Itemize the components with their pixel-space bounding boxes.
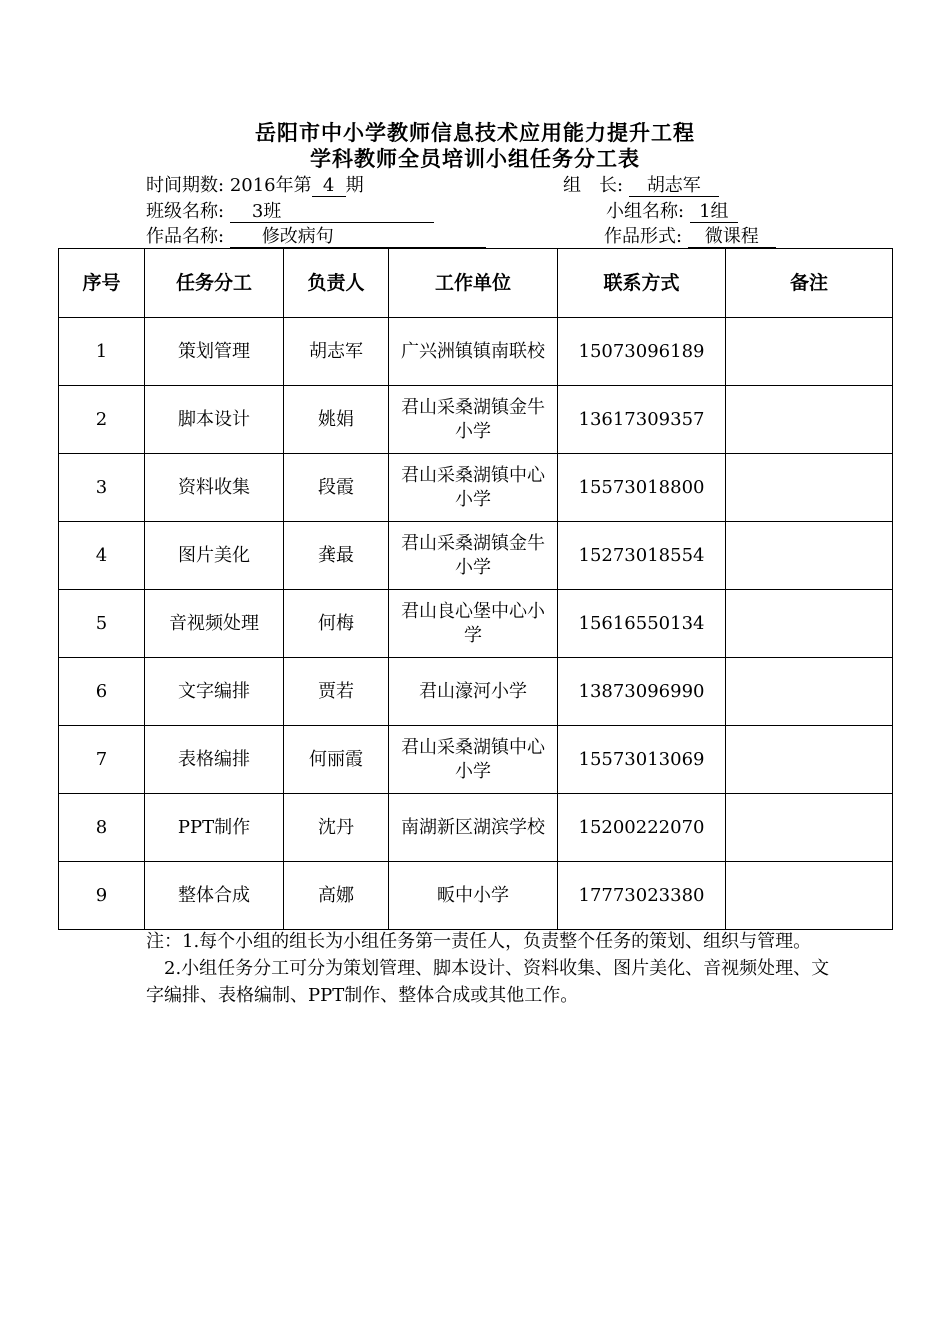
owner-cell: 龚最 [284, 522, 389, 590]
task-cell: 音视频处理 [145, 590, 284, 658]
index-cell: 5 [59, 590, 145, 658]
form-value: 微课程 [688, 227, 776, 248]
index-cell: 9 [59, 862, 145, 930]
unit-cell: 君山良心堡中心小学 [389, 590, 558, 658]
header-index: 序号 [59, 249, 145, 318]
period-field [146, 174, 364, 198]
header-remark: 备注 [726, 249, 893, 318]
remark-cell [726, 726, 893, 794]
remark-cell [726, 658, 893, 726]
table-row [59, 862, 893, 930]
contact-cell: 15573018800 [558, 454, 726, 522]
contact-cell: 17773023380 [558, 862, 726, 930]
header-owner: 负责人 [284, 249, 389, 318]
table-row [59, 794, 893, 862]
period-label: 时间期数: [146, 175, 225, 196]
task-cell: 表格编排 [145, 726, 284, 794]
table-row [59, 318, 893, 386]
period-number: 4 [312, 176, 346, 197]
note-1: 注：1.每个小组的组长为小组任务第一责任人，负责整个任务的策划、组织与管理。 [146, 931, 812, 952]
document-title-line1: 岳阳市中小学教师信息技术应用能力提升工程 [255, 120, 695, 145]
unit-cell: 君山采桑湖镇金牛小学 [389, 522, 558, 590]
unit-cell: 君山采桑湖镇中心小学 [389, 454, 558, 522]
index-cell: 1 [59, 318, 145, 386]
period-suffix: 期 [345, 175, 364, 196]
owner-cell: 高娜 [284, 862, 389, 930]
index-cell: 7 [59, 726, 145, 794]
table-row [59, 386, 893, 454]
table-row [59, 454, 893, 522]
remark-cell [726, 794, 893, 862]
contact-cell: 15273018554 [558, 522, 726, 590]
class-value: 3班 [230, 202, 434, 223]
unit-cell: 君山濠河小学 [389, 658, 558, 726]
form-label: 作品形式: [604, 226, 683, 247]
index-cell: 6 [59, 658, 145, 726]
note-2: 2.小组任务分工可分为策划管理、脚本设计、资料收集、图片美化、音视频处理、文字编排、表格编制、PPT制作、整体合成或其他工作。 [146, 958, 830, 1006]
contact-cell: 15616550134 [558, 590, 726, 658]
task-cell: 策划管理 [145, 318, 284, 386]
remark-cell [726, 386, 893, 454]
owner-cell: 段霞 [284, 454, 389, 522]
task-cell: 资料收集 [145, 454, 284, 522]
contact-cell: 15073096189 [558, 318, 726, 386]
unit-cell: 广兴洲镇镇南联校 [389, 318, 558, 386]
contact-cell: 13617309357 [558, 386, 726, 454]
class-field [146, 200, 434, 224]
remark-cell [726, 318, 893, 386]
group-field [606, 200, 738, 224]
period-year: 2016年第 [229, 175, 312, 196]
contact-cell: 15573013069 [558, 726, 726, 794]
owner-cell: 胡志军 [284, 318, 389, 386]
class-label: 班级名称: [146, 201, 225, 222]
owner-cell: 姚娟 [284, 386, 389, 454]
work-label: 作品名称: [146, 226, 225, 247]
owner-cell: 贾若 [284, 658, 389, 726]
work-value: 修改病句 [230, 227, 486, 248]
task-cell: 图片美化 [145, 522, 284, 590]
task-cell: PPT制作 [145, 794, 284, 862]
work-field [146, 225, 486, 249]
owner-cell: 何梅 [284, 590, 389, 658]
index-cell: 2 [59, 386, 145, 454]
contact-cell: 13873096990 [558, 658, 726, 726]
group-value: 1组 [690, 202, 738, 223]
group-label: 小组名称: [606, 201, 685, 222]
table-row [59, 726, 893, 794]
contact-cell: 15200222070 [558, 794, 726, 862]
remark-cell [726, 862, 893, 930]
remark-cell [726, 522, 893, 590]
table-row [59, 522, 893, 590]
task-cell: 整体合成 [145, 862, 284, 930]
owner-cell: 何丽霞 [284, 726, 389, 794]
task-cell: 文字编排 [145, 658, 284, 726]
task-table [58, 248, 893, 930]
leader-value: 胡志军 [629, 176, 719, 197]
owner-cell: 沈丹 [284, 794, 389, 862]
header-unit: 工作单位 [389, 249, 558, 318]
unit-cell: 君山采桑湖镇中心小学 [389, 726, 558, 794]
unit-cell: 畈中小学 [389, 862, 558, 930]
unit-cell: 南湖新区湖滨学校 [389, 794, 558, 862]
index-cell: 4 [59, 522, 145, 590]
table-row [59, 658, 893, 726]
document-title-line2: 学科教师全员培训小组任务分工表 [310, 146, 640, 171]
leader-label: 组 长: [563, 175, 624, 196]
task-cell: 脚本设计 [145, 386, 284, 454]
remark-cell [726, 590, 893, 658]
table-row [59, 590, 893, 658]
header-contact: 联系方式 [558, 249, 726, 318]
table-header-row [59, 249, 893, 318]
remark-cell [726, 454, 893, 522]
unit-cell: 君山采桑湖镇金牛小学 [389, 386, 558, 454]
leader-field [563, 174, 719, 198]
index-cell: 3 [59, 454, 145, 522]
notes [146, 928, 846, 1009]
index-cell: 8 [59, 794, 145, 862]
header-task: 任务分工 [145, 249, 284, 318]
form-field [604, 225, 776, 249]
